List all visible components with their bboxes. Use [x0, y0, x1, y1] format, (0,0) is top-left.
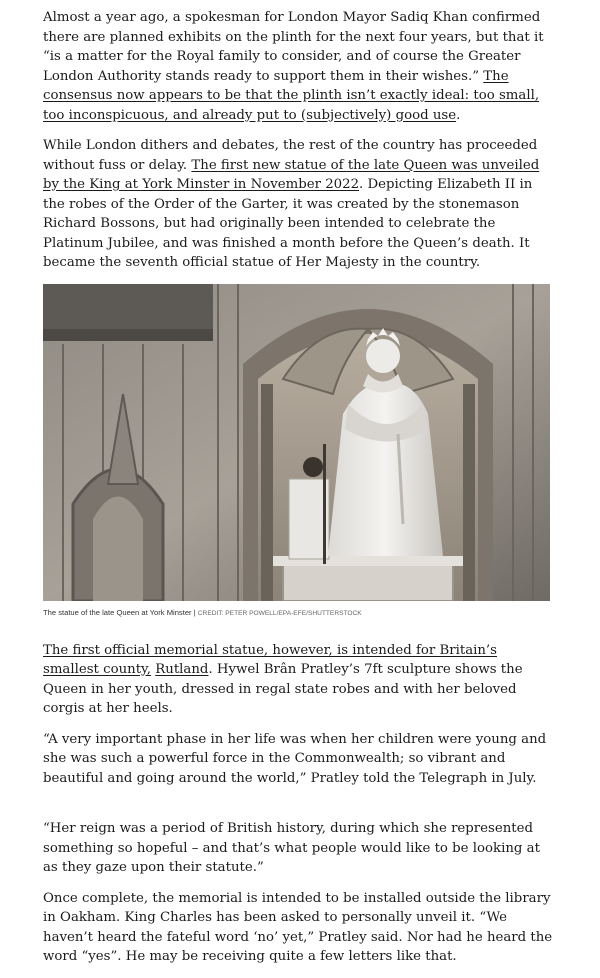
- paragraph-2-end: . Depicting Elizabeth II in the robes of the Order of the Garter, it was created by the stonemason Richard Bossons, but had originally been intended to celebrate the Platinum Jubilee, and was finished a month before the Queen’s death. It became the seventh official statue of Her Majesty in the country.: [43, 177, 533, 270]
- article-body: [43, 8, 555, 978]
- paragraph-1: [43, 8, 555, 125]
- plinth-consensus-link[interactable]: The consensus now appears to be that the plinth isn’t exactly ideal: too small, too inconspicuous, and already put to (subjectively) good use: [43, 68, 540, 123]
- rutland-memorial-link[interactable]: The first official memorial statue, however, is intended for Britain’s smallest county,: [43, 642, 497, 677]
- paragraph-2-start: While London dithers and debates, the rest of the country has proceeded without fuss or delay.: [43, 138, 538, 173]
- paragraph-1-end: .: [456, 107, 461, 123]
- paragraph-6: Once complete, the memorial is intended to be installed outside the library in Oakham. King Charles has been asked to personally unveil it. “We haven’t heard the fateful word ‘no’ yet,” Pratley said. Nor had he heard the word “yes”. He may be receiving quite a few letters like that.: [43, 890, 553, 964]
- photo-credit: CREDIT: PETER POWELL/EPA-EFE/SHUTTERSTOCK: [197, 609, 362, 617]
- paragraph-3-end: . Hywel Brân Pratley’s 7ft sculpture shows the Queen in her youth, dressed in regal state robes and with her beloved corgis at her heels.: [43, 662, 523, 716]
- paragraph-gap: [43, 799, 555, 819]
- rutland-link[interactable]: Rutland: [155, 662, 209, 677]
- paragraph-4: “A very important phase in her life was when her children were young and she was such a powerful force in the Commonwealth; so vibrant and beautiful and going around the world,” Pratley told the Telegraph in July.: [43, 731, 547, 786]
- caption-separator: |: [191, 607, 198, 617]
- paragraph-3: [43, 641, 555, 719]
- photo-caption: [43, 608, 555, 617]
- paragraph-5: “Her reign was a period of British history, during which she represented something so hopeful – and that’s what people would like to be looking at as they gaze upon their statute.”: [43, 821, 540, 875]
- york-minster-statue-photo: [43, 284, 550, 601]
- paragraph-2: [43, 136, 555, 273]
- caption-text: The statue of the late Queen at York Minster: [43, 607, 192, 617]
- paragraph-1-text: Almost a year ago, a spokesman for London Mayor Sadiq Khan confirmed there are planned exhibits on the plinth for the next four years, but that it “is a matter for the Royal family to consider, and of course the Greater London Authority stands ready to support them in their wishes.”: [43, 10, 544, 84]
- york-minster-statue-link[interactable]: The first new statue of the late Queen was unveiled by the King at York Minster in November 2022: [43, 157, 540, 192]
